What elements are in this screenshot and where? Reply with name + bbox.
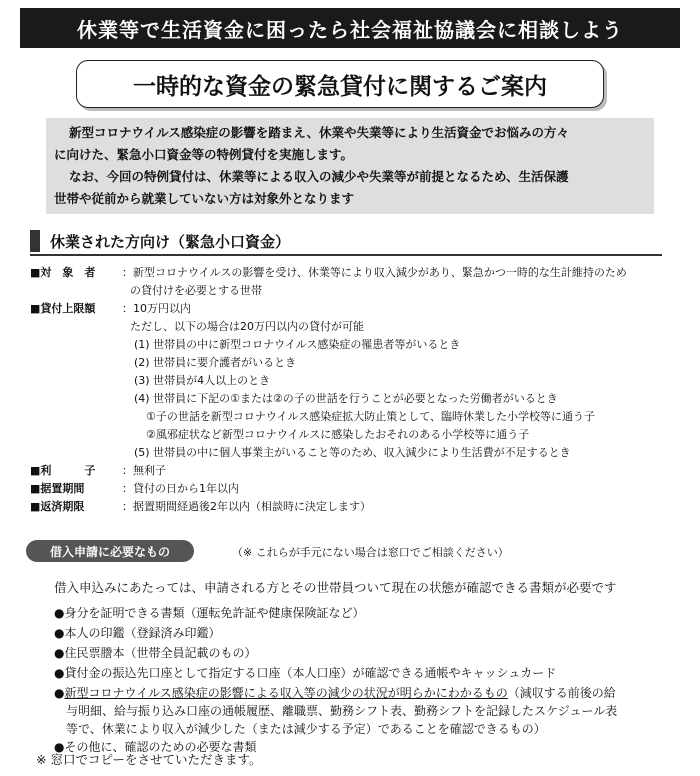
footer-note: ※ 窓口でコピーをさせていただきます。: [36, 752, 262, 767]
limit-text: ：10万円以内: [122, 302, 191, 315]
page-title: 一時的な資金の緊急貸付に関するご案内: [76, 60, 604, 108]
intro-box: [46, 118, 654, 214]
target-text-cont: の貸付けを必要とする世帯: [130, 284, 262, 297]
condition-2: (2) 世帯員に要介護者がいるとき: [134, 356, 297, 369]
bullet-glyph: ●: [54, 686, 65, 700]
required-docs-badge: 借入申請に必要なもの: [26, 540, 194, 562]
doc-item: ●その他に、確認のための必要な書類: [54, 740, 257, 754]
repay-label: ■返済期限: [30, 500, 85, 513]
docs-intro: 借入申込みにあたっては、申請される方とその世帯員ついて現在の状態が確認できる書類が必要です: [54, 580, 617, 595]
doc-item: ●身分を証明できる書類（運転免許証や健康保険証など）: [54, 606, 365, 620]
repay-row: [30, 498, 371, 514]
intro-line: に向けた、緊急小口資金等の特例貸付を実施します。: [54, 147, 354, 162]
condition-4: (4) 世帯員に下記の①または②の子の世話を行うことが必要となった労働者がいるとき: [134, 392, 558, 405]
interest-label: ■利 子: [30, 464, 96, 477]
condition-4a: ①子の世話を新型コロナウイルス感染症拡大防止策として、臨時休業した小学校等に通う子: [146, 410, 595, 423]
condition-1: (1) 世帯員の中に新型コロナウイルス感染症の罹患者等がいるとき: [134, 338, 461, 351]
doc-item-cont: 等で、休業により収入が減少した（または減少する予定）であることを確認できるもの）: [66, 722, 546, 736]
doc-item: ●本人の印鑑（登録済み印鑑）: [54, 626, 221, 640]
doc-item: ●貸付金の振込先口座として指定する口座（本人口座）が確認できる通帳やキャッシュカード: [54, 666, 557, 680]
doc-item-underlined: 新型コロナウイルス感染症の影響による収入等の減少の状況が明らかにわかるもの: [64, 686, 508, 700]
limit-row: [30, 300, 191, 316]
target-row: [30, 264, 627, 280]
section-heading: [30, 228, 662, 256]
condition-3: (3) 世帯員が4人以上のとき: [134, 374, 271, 387]
repay-text: ：据置期間経過後2年以内（相談時に決定します）: [122, 500, 371, 513]
doc-item-rest: （減収する前後の給: [507, 686, 616, 700]
header-banner: 休業等で生活資金に困ったら社会福祉協議会に相談しよう: [20, 8, 680, 48]
intro-line: 世帯や従前から就業していない方は対象外となります: [54, 191, 355, 206]
limit-label: ■貸付上限額: [30, 302, 96, 315]
condition-4b: ②風邪症状など新型コロナウイルスに感染したおそれのある小学校等に通う子: [146, 428, 530, 441]
doc-item-cont: 与明細、給与振り込み口座の通帳履歴、離職票、勤務シフト表、勤務シフトを記録したスケジュール表: [66, 704, 618, 718]
intro-line: 新型コロナウイルス感染症の影響を踏まえ、休業や失業等により生活資金でお悩みの方々: [69, 125, 570, 140]
interest-text: ：無利子: [122, 464, 166, 477]
section-title: 休業された方向け（緊急小口資金）: [50, 232, 291, 251]
grace-label: ■据置期間: [30, 482, 85, 495]
target-text: ：新型コロナウイルスの影響を受け、休業等により収入減少があり、緊急かつ一時的な生計維持のため: [122, 266, 627, 279]
required-docs-note: （※ これらが手元にない場合は窓口でご相談ください）: [232, 546, 509, 559]
intro-line: なお、今回の特例貸付は、休業等による収入の減少や失業等が前提となるため、生活保護: [69, 169, 569, 184]
interest-row: [30, 462, 166, 478]
target-label: ■対 象 者: [30, 266, 96, 279]
section-bar: [30, 230, 40, 252]
grace-text: ：貸付の日から1年以内: [122, 482, 239, 495]
doc-item: ●住民票謄本（世帯全員記載のもの）: [54, 646, 257, 660]
doc-item: [54, 684, 616, 701]
grace-row: [30, 480, 239, 496]
condition-5: (5) 世帯員の中に個人事業主がいること等のため、収入減少により生活費が不足するとき: [134, 446, 571, 459]
limit-note: ただし、以下の場合は20万円以内の貸付が可能: [130, 320, 364, 333]
